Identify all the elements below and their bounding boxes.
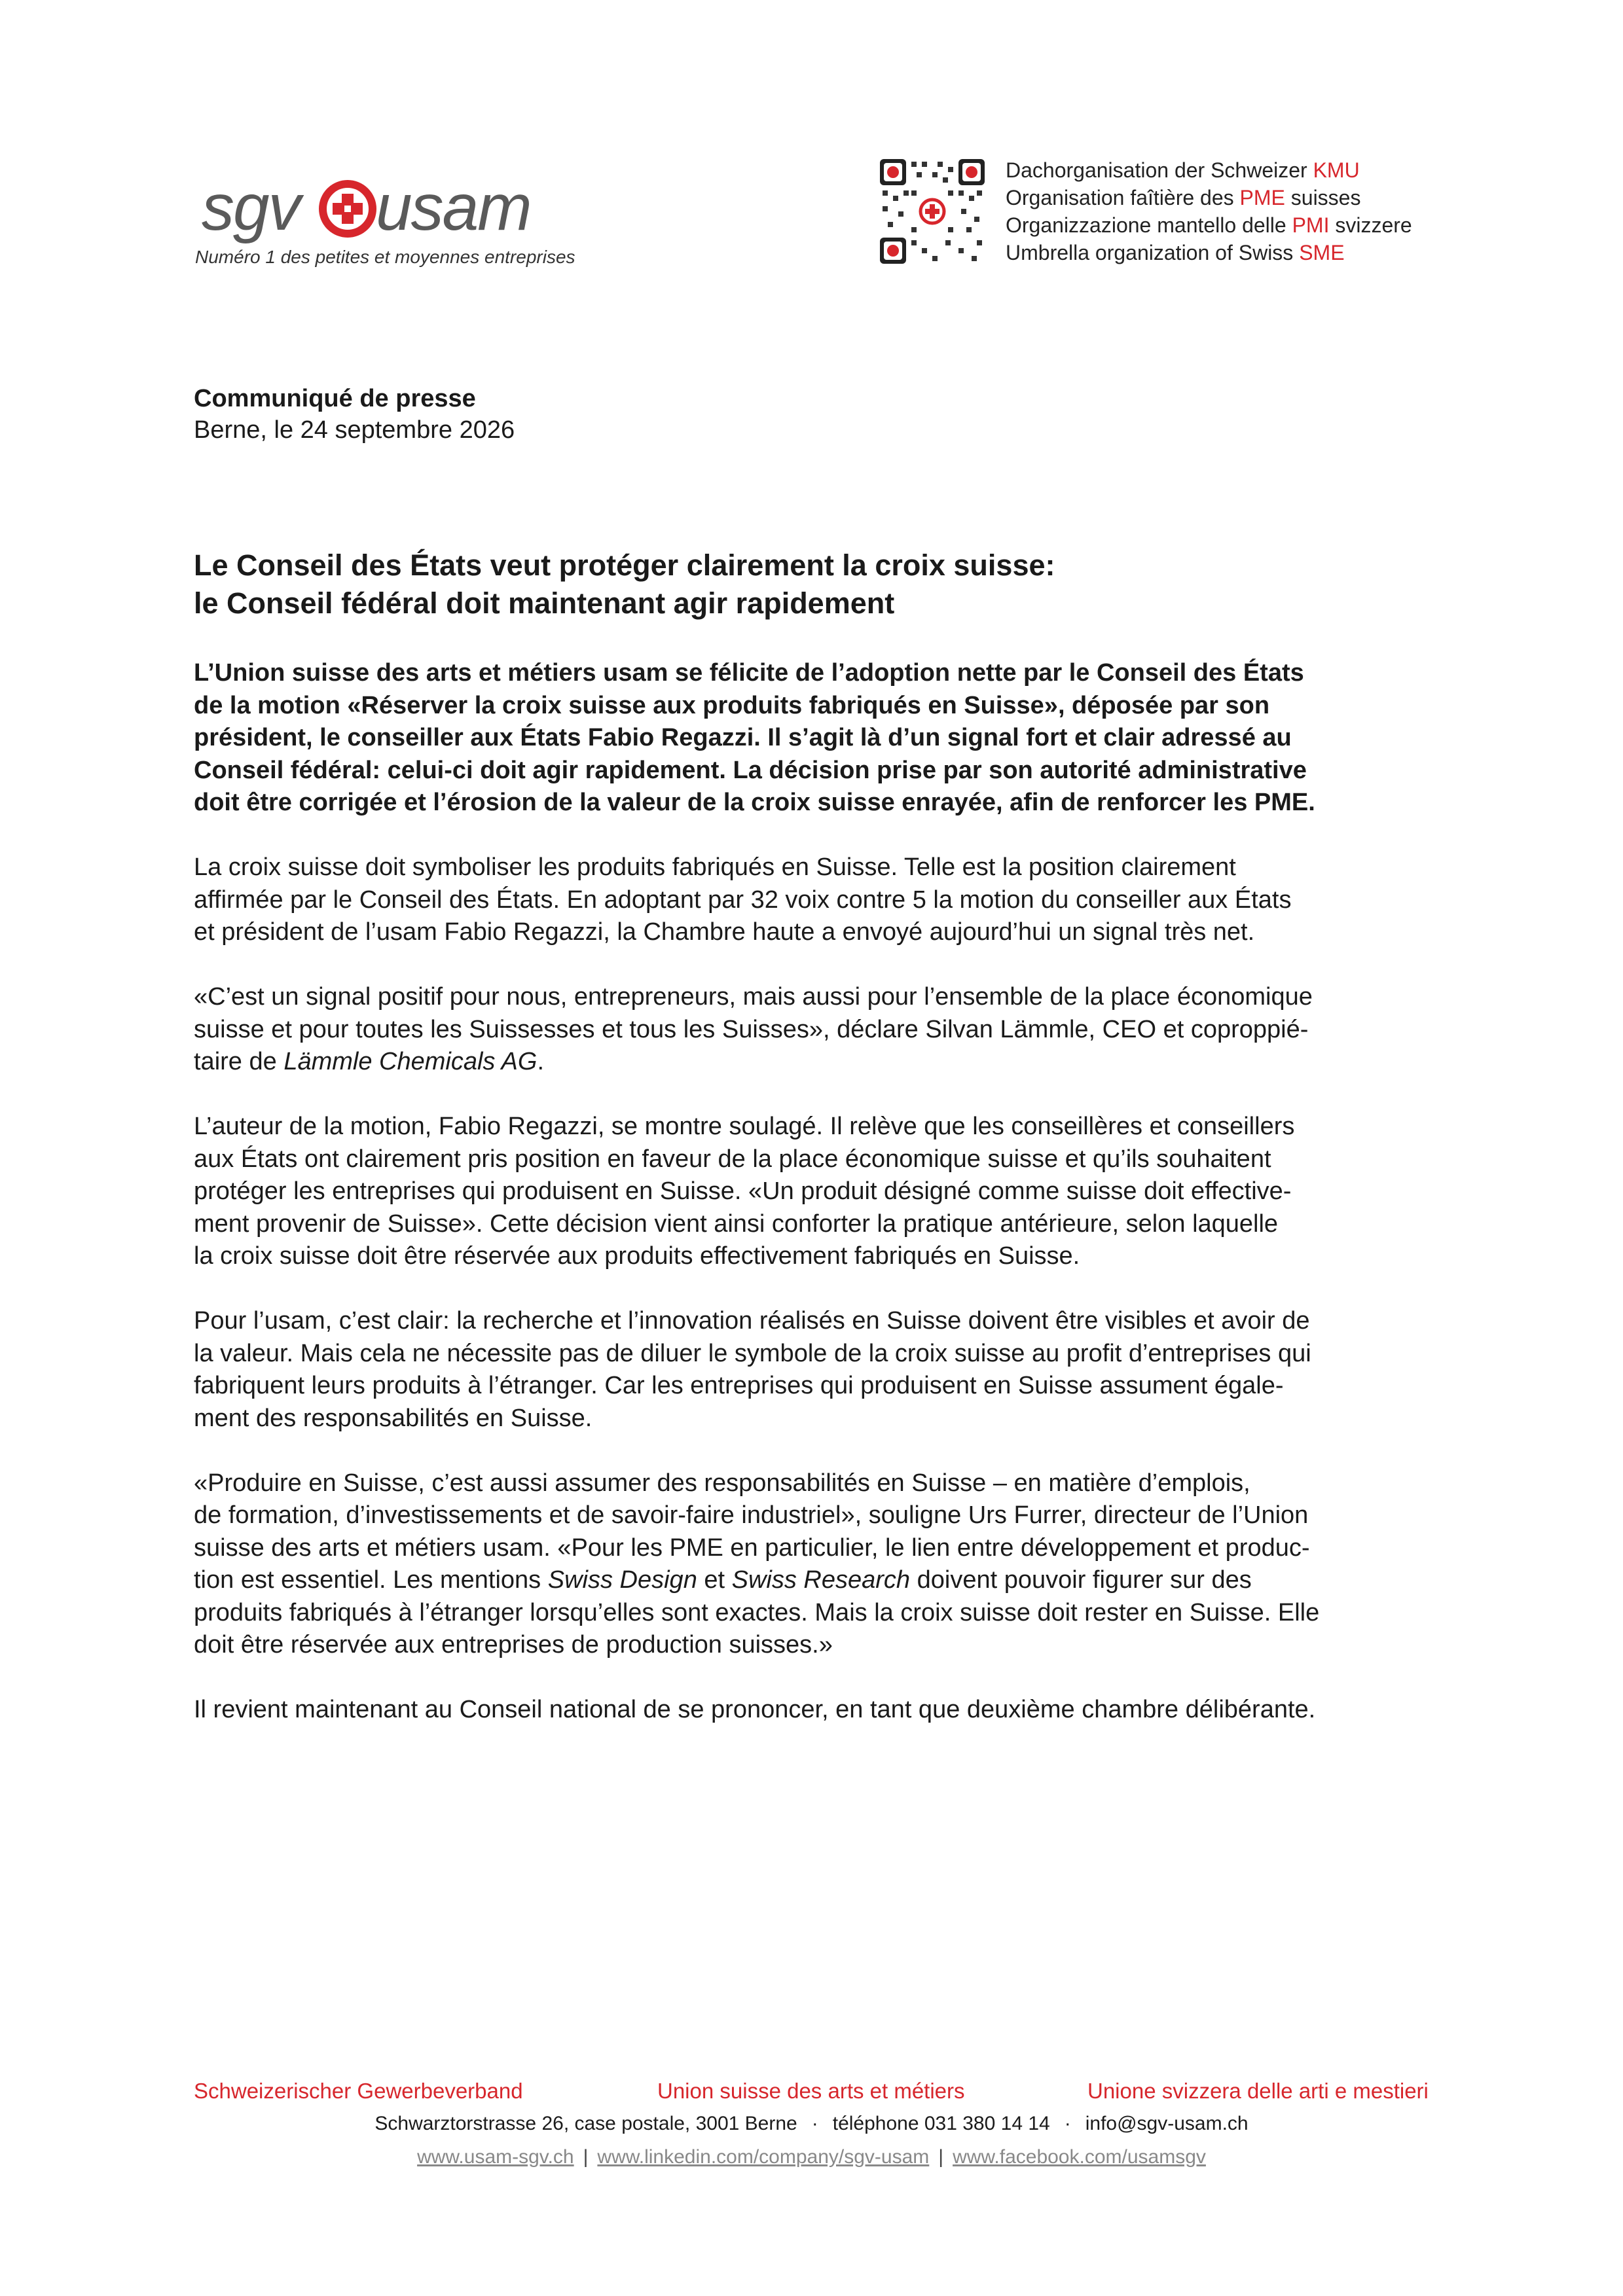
- linkedin-link[interactable]: www.linkedin.com/company/sgv-usam: [597, 2146, 930, 2168]
- org-line-it: Organizzazione mantello delle PMI svizzere: [1006, 213, 1412, 237]
- org-line-de: Dachorganisation der Schweizer KMU: [1006, 158, 1360, 182]
- facebook-link[interactable]: www.facebook.com/usamsgv: [953, 2146, 1206, 2168]
- paragraph-5: «Produire en Suisse, c’est aussi assumer des responsabilités en Suisse – en matière d’emplois, de formation, d’investissements et de savoir-faire industriel», souligne Urs Furrer, directeur de l’Union suisse des arts et métiers usam. «Pour les PME en particulier, le lien entre développement et produc- tion est essentiel. Les mentions Swiss Design et Swiss Research doivent pouvoir figurer sur des produits fabriqués à l’étranger lorsqu’elles sont exactes. Mais la croix suisse doit rester en Suisse. Elle doit être réservée aux entreprises de production suisses.»: [194, 1469, 1320, 1659]
- footer-org-it: Unione svizzera delle arti e mestieri: [1087, 2079, 1429, 2103]
- postal-address: Schwarztorstrasse 26, case postale, 3001 Berne: [374, 2113, 797, 2134]
- org-line-fr: Organisation faîtière des PME suisses: [1006, 186, 1361, 209]
- date-line: Berne, le 24 septembre 2026: [194, 416, 515, 444]
- email-address[interactable]: info@sgv-usam.ch: [1085, 2113, 1249, 2134]
- footer-org-de: Schweizerischer Gewerbeverband: [194, 2079, 523, 2103]
- footer-address: Schwarztorstrasse 26, case postale, 3001 Berne · téléphone 031 380 14 14 · info@sgv-usam.ch: [374, 2113, 1249, 2134]
- headline: [194, 547, 1438, 622]
- paragraph-4: Pour l’usam, c’est clair: la recherche et l’innovation réalisés en Suisse doivent être visibles et avoir de la valeur. Mais cela ne nécessite pas de diluer le symbole de la croix suisse au profit d’entreprises qui fabriquent leurs produits à l’étranger. Car les entreprises qui produisent en Suisse assument égale- ment des responsabilités en Suisse.: [194, 1307, 1311, 1432]
- company-name: Lämmle Chemicals AG: [283, 1048, 538, 1075]
- footer-org-fr: Union suisse des arts et métiers: [657, 2079, 965, 2103]
- paragraph-3: L’auteur de la motion, Fabio Regazzi, se montre soulagé. Il relève que les conseillères et conseillers aux États ont clairement pris position en faveur de la place économique suisse et qu’ils souhaitent protéger les entreprises qui produisent en Suisse. «Un produit désigné comme suisse doit effective- ment provenir de Suisse». Cette décision vient ainsi conforter la pratique antérieure, selon laquelle la croix suisse doit être réservée aux produits effectivement fabriqués en Suisse.: [194, 1113, 1295, 1270]
- article-body: [194, 657, 1438, 1759]
- press-release-meta: [194, 383, 515, 446]
- logo-tagline: Numéro 1 des petites et moyennes entreprises: [195, 247, 575, 267]
- qr-code-icon[interactable]: [880, 159, 985, 264]
- logo-text-usam: usam: [376, 171, 531, 244]
- paragraph-1: La croix suisse doit symboliser les produits fabriqués en Suisse. Telle est la position clairement affirmée par le Conseil des États. En adoptant par 32 voix contre 5 la motion du conseiller aux États et président de l’usam Fabio Regazzi, la Chambre haute a envoyé aujourd’hui un signal très net.: [194, 853, 1292, 946]
- logo-text-sgv: sgv: [202, 171, 300, 244]
- lead-paragraph: L’Union suisse des arts et métiers usam se félicite de l’adoption nette par le Conseil des États de la motion «Réserver la croix suisse aux produits fabriqués en Suisse», déposée par son président, le conseiller aux États Fabio Regazzi. Il s’agit là d’un signal fort et clair adressé au Conseil fédéral: celui-ci doit agir rapidement. La décision prise par son autorité administrative doit être corrigée et l’érosion de la valeur de la croix suisse enrayée, afin de renforcer les PME.: [194, 659, 1315, 816]
- paragraph-6: Il revient maintenant au Conseil national de se prononcer, en tant que deuxième chambre délibérante.: [194, 1696, 1316, 1723]
- headline-line: le Conseil fédéral doit maintenant agir rapidement: [194, 586, 895, 620]
- document-type-label: Communiqué de presse: [194, 385, 476, 412]
- organisation-lines: [1006, 156, 1412, 266]
- org-line-en: Umbrella organization of Swiss SME: [1006, 241, 1345, 264]
- swiss-cross-e-icon: [318, 179, 377, 238]
- footer-links: www.usam-sgv.ch | www.linkedin.com/company/sgv-usam | www.facebook.com/usamsgv: [417, 2146, 1206, 2168]
- paragraph-2: «C’est un signal positif pour nous, entrepreneurs, mais aussi pour l’ensemble de la place économique suisse et pour toutes les Suissesses et tous les Suisses», déclare Silvan Lämmle, CEO et copropрié- taire de Lämmle Chemicals AG.: [194, 983, 1313, 1075]
- phone-number: téléphone 031 380 14 14: [832, 2113, 1050, 2134]
- headline-line: Le Conseil des États veut protéger clairement la croix suisse:: [194, 548, 1055, 582]
- website-link[interactable]: www.usam-sgv.ch: [417, 2146, 574, 2168]
